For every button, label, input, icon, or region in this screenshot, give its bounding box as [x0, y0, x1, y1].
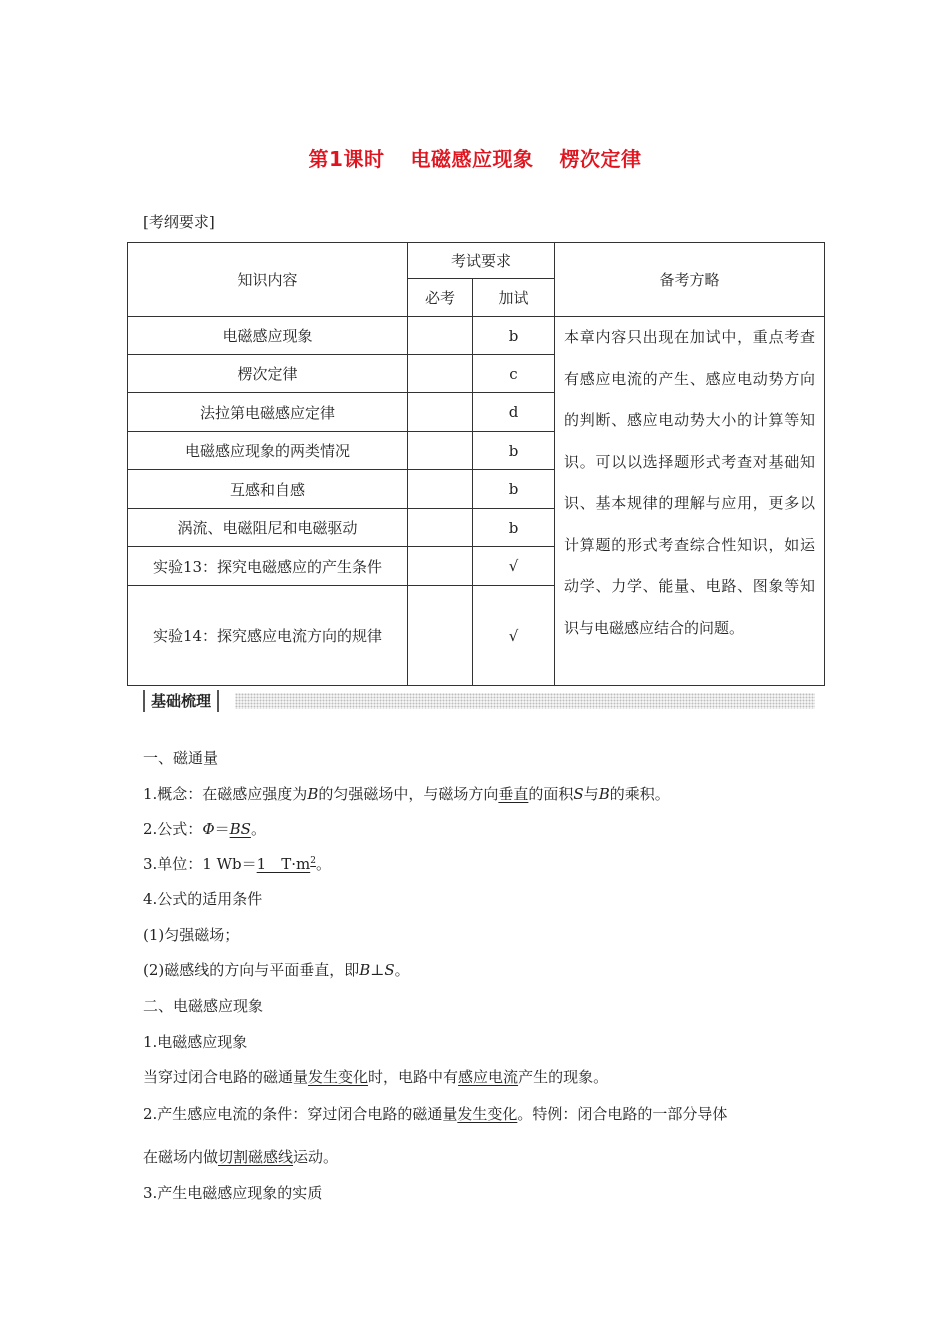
- paragraph-essence: 3.产生电磁感应现象的实质: [143, 1184, 323, 1202]
- paragraph-induction-def: 当穿过闭合电路的磁通量发生变化时，电路中有感应电流产生的现象。: [143, 1068, 609, 1086]
- paragraph-conditions: 4.公式的适用条件: [143, 890, 263, 908]
- row-knowledge: 法拉第电磁感应定律: [128, 393, 408, 432]
- section-title: 基础梳理: [143, 690, 219, 712]
- table-row: [128, 317, 825, 355]
- heading-flux: 一、磁通量: [143, 749, 219, 767]
- row-knowledge: 实验13：探究电磁感应的产生条件: [128, 547, 408, 586]
- row-extra: b: [473, 470, 555, 509]
- row-required: [408, 509, 473, 547]
- paragraph-perpendicular: (2)磁感线的方向与平面垂直，即B⊥S。: [143, 961, 410, 979]
- section-header: [143, 690, 815, 712]
- header-strategy: 备考方略: [555, 243, 825, 317]
- row-knowledge: 涡流、电磁阻尼和电磁驱动: [128, 509, 408, 547]
- row-required: [408, 586, 473, 686]
- header-exam: 考试要求: [408, 243, 555, 279]
- heading-induction: 二、电磁感应现象: [143, 997, 264, 1015]
- strategy-text: 本章内容只出现在加试中，重点考查有感应电流的产生、感应电动势方向的判断、感应电动势大小的计算等知识。可以以选择题形式考查对基础知识、基本规律的理解与应用，更多以计算题的形式考查综合性知识，如运动学、力学、能量、电路、图象等知识与电磁感应结合的问题。: [555, 317, 825, 686]
- row-extra: √: [473, 547, 555, 586]
- paragraph-current-condition: 2.产生感应电流的条件：穿过闭合电路的磁通量发生变化。特例：闭合电路的一部分导体: [143, 1105, 728, 1123]
- row-required: [408, 432, 473, 470]
- paragraph-concept: 1.概念：在磁感应强度为B的匀强磁场中，与磁场方向垂直的面积S与B的乘积。: [143, 785, 670, 803]
- title-lesson: 第1课时: [308, 147, 385, 171]
- paragraph-unit: 3.单位：1 Wb＝1 $T\cdot m^2$。: [143, 855, 331, 873]
- header-extra: 加试: [473, 279, 555, 317]
- row-required: [408, 547, 473, 586]
- row-extra: b: [473, 317, 555, 355]
- page-title: [0, 143, 950, 172]
- requirements-label: [考纲要求]: [143, 213, 215, 231]
- row-extra: √: [473, 586, 555, 686]
- section-divider-pattern: [235, 693, 815, 709]
- row-knowledge: 电磁感应现象: [128, 317, 408, 355]
- row-knowledge: 楞次定律: [128, 355, 408, 393]
- row-extra: b: [473, 509, 555, 547]
- paragraph-cutting: 在磁场内做切割磁感线运动。: [143, 1148, 339, 1166]
- row-required: [408, 317, 473, 355]
- row-required: [408, 470, 473, 509]
- header-knowledge: 知识内容: [128, 243, 408, 317]
- row-required: [408, 393, 473, 432]
- header-required: 必考: [408, 279, 473, 317]
- row-extra: b: [473, 432, 555, 470]
- row-knowledge: 实验14：探究感应电流方向的规律: [128, 586, 408, 686]
- title-topic: 电磁感应现象: [410, 147, 534, 171]
- paragraph-formula: 2.公式：Φ＝BS。: [143, 820, 266, 838]
- requirements-table: [127, 242, 825, 686]
- row-required: [408, 355, 473, 393]
- row-knowledge: 电磁感应现象的两类情况: [128, 432, 408, 470]
- title-law: 楞次定律: [559, 147, 642, 171]
- paragraph-uniform-field: (1)匀强磁场；: [143, 926, 240, 944]
- row-extra: d: [473, 393, 555, 432]
- row-extra: c: [473, 355, 555, 393]
- row-knowledge: 互感和自感: [128, 470, 408, 509]
- paragraph-induction-title: 1.电磁感应现象: [143, 1033, 248, 1051]
